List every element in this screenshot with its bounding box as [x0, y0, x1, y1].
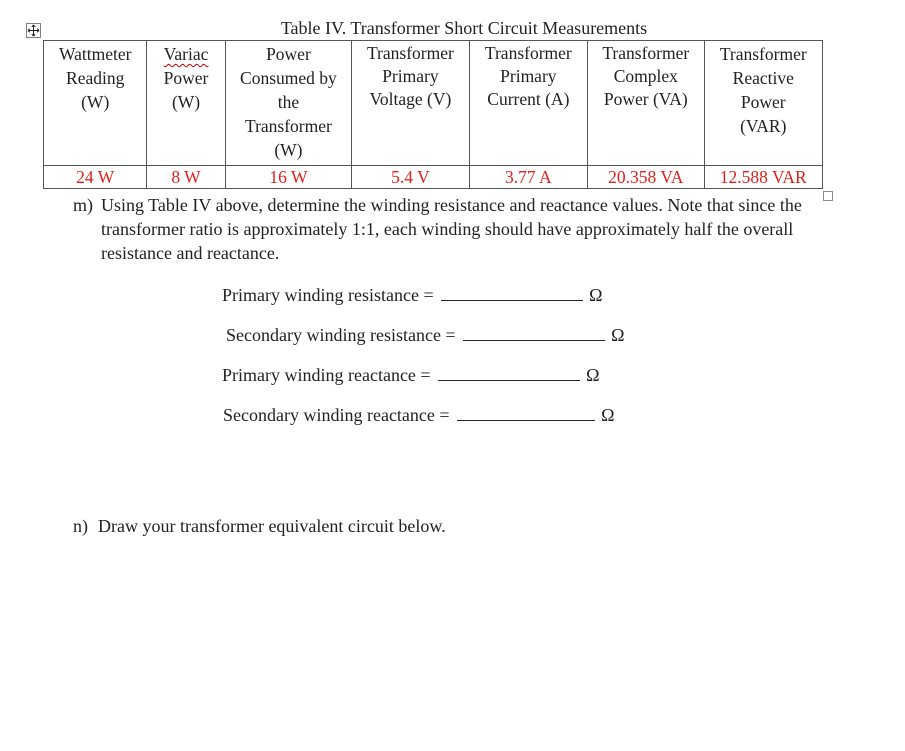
- measurements-table: [43, 40, 823, 189]
- answer-blank[interactable]: [457, 404, 595, 421]
- table-row: [44, 166, 823, 189]
- header-wattmeter-reading: Wattmeter Reading (W): [44, 41, 147, 166]
- answer-blank[interactable]: [441, 284, 583, 301]
- question-m-text: Using Table IV above, determine the winding resistance and reactance values. Note that since the transformer ratio is approximately 1:1, each winding should have approximately half the overall resistance and reactance.: [101, 195, 802, 263]
- value-variac-power: 8 W: [147, 166, 225, 189]
- value-reactive-power: 12.588 VAR: [704, 166, 823, 189]
- answer-label: Primary winding resistance =: [222, 285, 434, 305]
- ohm-unit: Ω: [611, 325, 625, 345]
- answer-blank[interactable]: [463, 324, 605, 341]
- answer-label: Secondary winding resistance =: [226, 325, 456, 345]
- question-n-label: n): [73, 516, 88, 536]
- table-caption: Table IV. Transformer Short Circuit Measurements: [280, 18, 648, 38]
- value-primary-current: 3.77 A: [469, 166, 587, 189]
- question-m-label: m): [73, 195, 93, 215]
- answer-label: Secondary winding reactance =: [223, 405, 450, 425]
- answer-label: Primary winding reactance =: [222, 365, 431, 385]
- header-complex-power: Transformer Complex Power (VA): [588, 41, 704, 166]
- value-wattmeter-reading: 24 W: [44, 166, 147, 189]
- table-header-row: [44, 41, 823, 166]
- question-n: [73, 514, 446, 538]
- value-complex-power: 20.358 VA: [588, 166, 704, 189]
- header-power-consumed: Power Consumed by the Transformer (W): [225, 41, 351, 166]
- spellcheck-squiggle: Variac: [163, 44, 209, 64]
- answer-primary-reactance: [222, 363, 599, 387]
- ohm-unit: Ω: [601, 405, 615, 425]
- header-primary-current: Transformer Primary Current (A): [469, 41, 587, 166]
- header-reactive-power: Transformer Reactive Power (VAR): [704, 41, 823, 166]
- ohm-unit: Ω: [589, 285, 603, 305]
- answer-secondary-resistance: [226, 323, 624, 347]
- question-n-text: Draw your transformer equivalent circuit below.: [98, 516, 446, 536]
- answer-blank[interactable]: [438, 364, 580, 381]
- answer-secondary-reactance: [223, 403, 614, 427]
- header-primary-voltage: Transformer Primary Voltage (V): [352, 41, 469, 166]
- ohm-unit: Ω: [586, 365, 600, 385]
- header-variac-power: Variac Power (W): [147, 41, 225, 166]
- value-power-consumed: 16 W: [225, 166, 351, 189]
- question-m: [73, 193, 833, 265]
- value-primary-voltage: 5.4 V: [352, 166, 469, 189]
- answer-primary-resistance: [222, 283, 603, 307]
